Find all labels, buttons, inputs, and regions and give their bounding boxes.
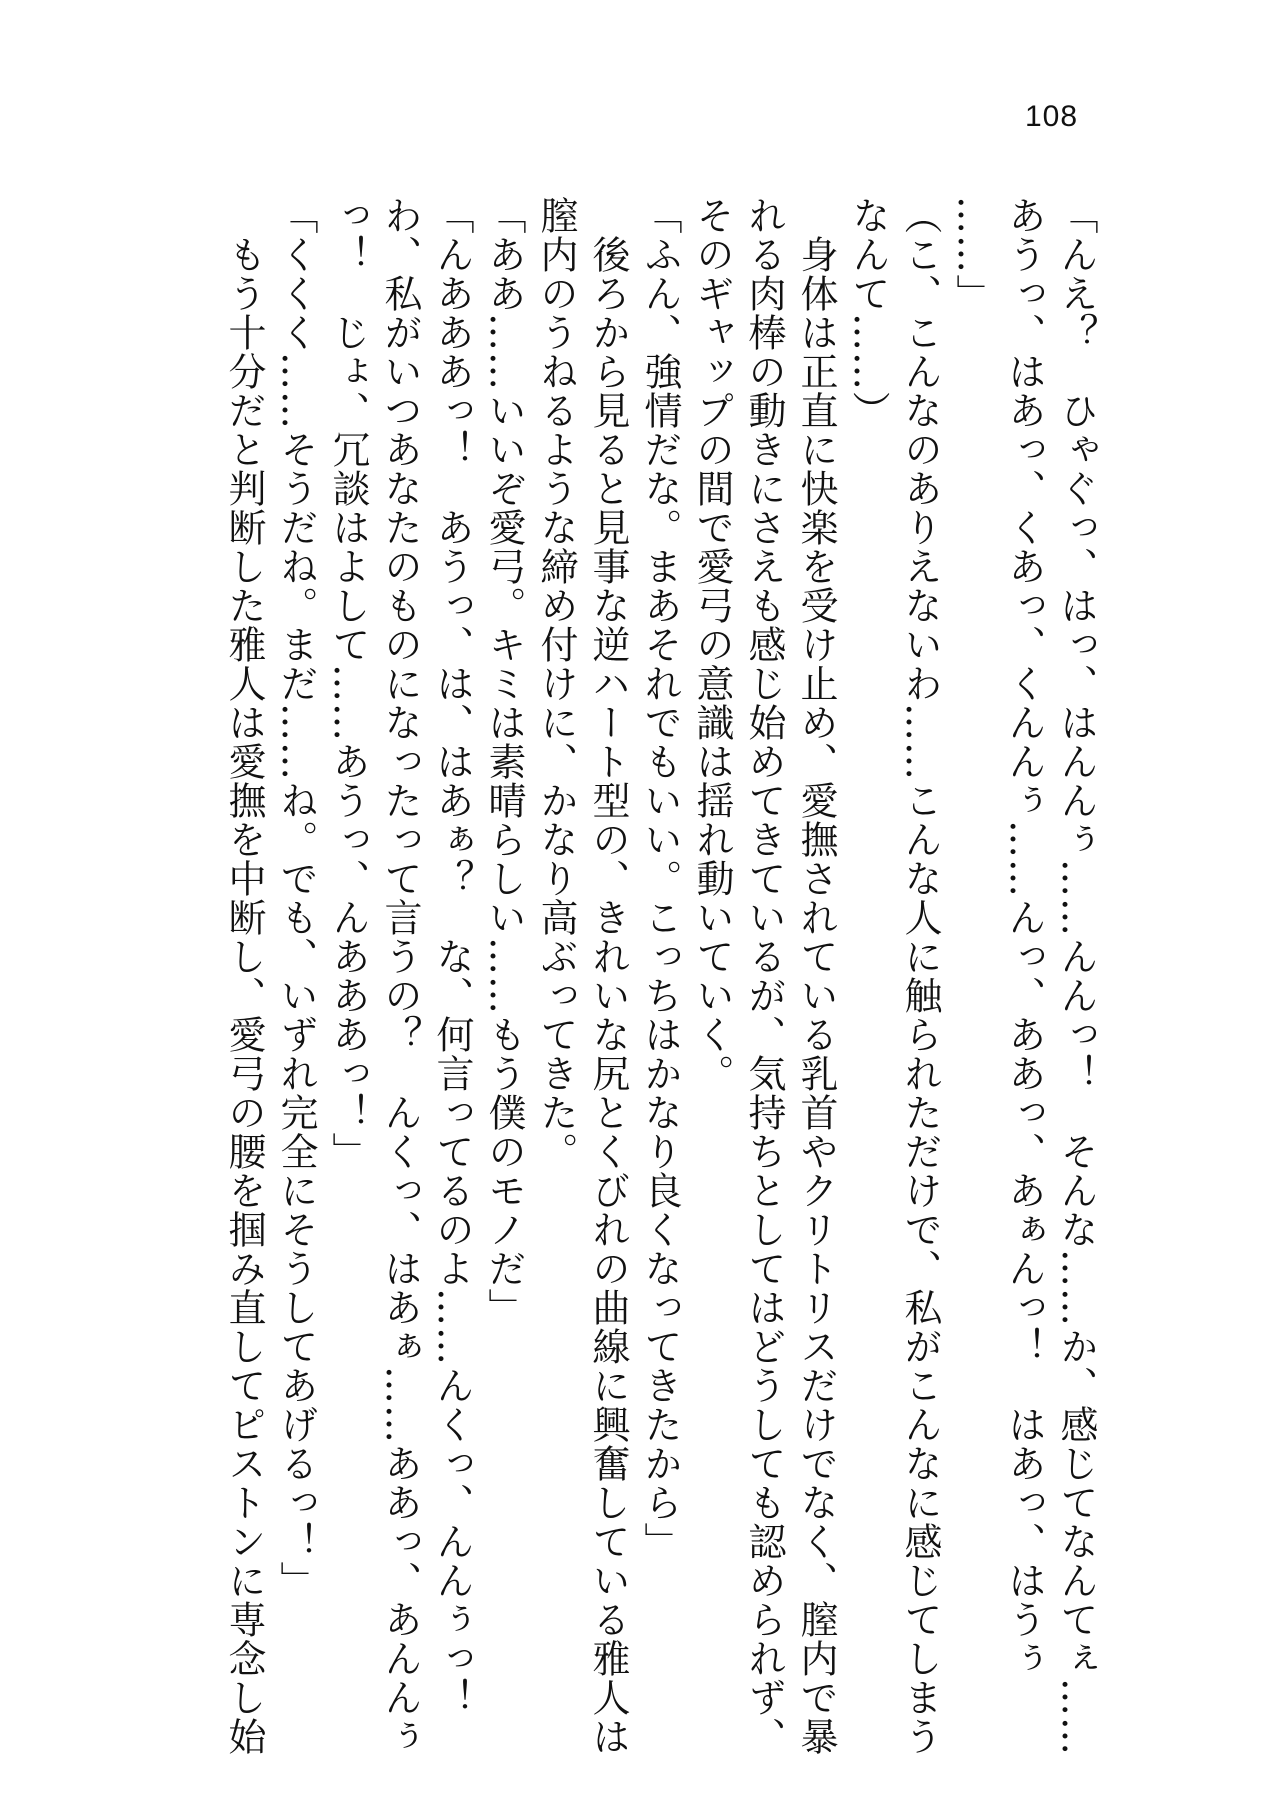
text-line: あうっ、はあっ、くあっ、くんんぅ……んっ、ああっ、あぁんっ！ はあっ、はうぅ bbox=[1002, 196, 1046, 1678]
text-line: 身体は正直に快楽を受け止め、愛撫されている乳首やクリトリスだけでなく、膣内で暴 bbox=[794, 196, 838, 1756]
text-line: 「ふん、強情だな。まあそれでもいい。こっちはかなり良くなってきたから」 bbox=[638, 196, 682, 1561]
text-line: そのギャップの間で愛弓の意識は揺れ動いていく。 bbox=[690, 196, 734, 1093]
text-line: わ、私がいつあなたのものになったって言うの？ んくっ、はあぁ……ああっ、あんんぅ bbox=[378, 196, 422, 1756]
text-line: （こ、こんなのありえないわ……こんな人に触られただけで、私がこんなに感じてしまう bbox=[898, 196, 942, 1756]
text-line: もう十分だと判断した雅人は愛撫を中断し、愛弓の腰を掴み直してピストンに専念し始 bbox=[222, 196, 266, 1756]
text-line: 後ろから見ると見事な逆ハート型の、きれいな尻とくびれの曲線に興奮している雅人は bbox=[586, 196, 630, 1756]
text-line: 「ああ……いいぞ愛弓。キミは素晴らしい……もう僕のモノだ」 bbox=[482, 196, 526, 1327]
text-line: 「くくく……そうだね。まだ……ね。でも、いずれ完全にそうしてあげるっ！」 bbox=[274, 196, 318, 1600]
body-text bbox=[218, 196, 1102, 1756]
text-line: 「んあああっ！ あうっ、は、はあぁ？ な、何言ってるのよ……んくっ、んんぅっ！ bbox=[430, 196, 474, 1717]
text-line: 膣内のうねるような締め付けに、かなり高ぶってきた。 bbox=[534, 196, 578, 1171]
page-number: 108 bbox=[1025, 100, 1079, 133]
text-line: れる肉棒の動きにさえも感じ始めてきているが、気持ちとしてはどうしても認められず、 bbox=[742, 196, 786, 1756]
text-line: 「んえ？ ひゃぐっ、はっ、はんんぅ……んんっ！ そんな……か、感じてなんてぇ…… bbox=[1054, 196, 1098, 1756]
text-line: なんて……） bbox=[846, 196, 890, 430]
text-line: っ！ じょ、冗談はよして……あうっ、んあああっ！」 bbox=[326, 196, 370, 1171]
text-line: ……」 bbox=[950, 196, 994, 313]
